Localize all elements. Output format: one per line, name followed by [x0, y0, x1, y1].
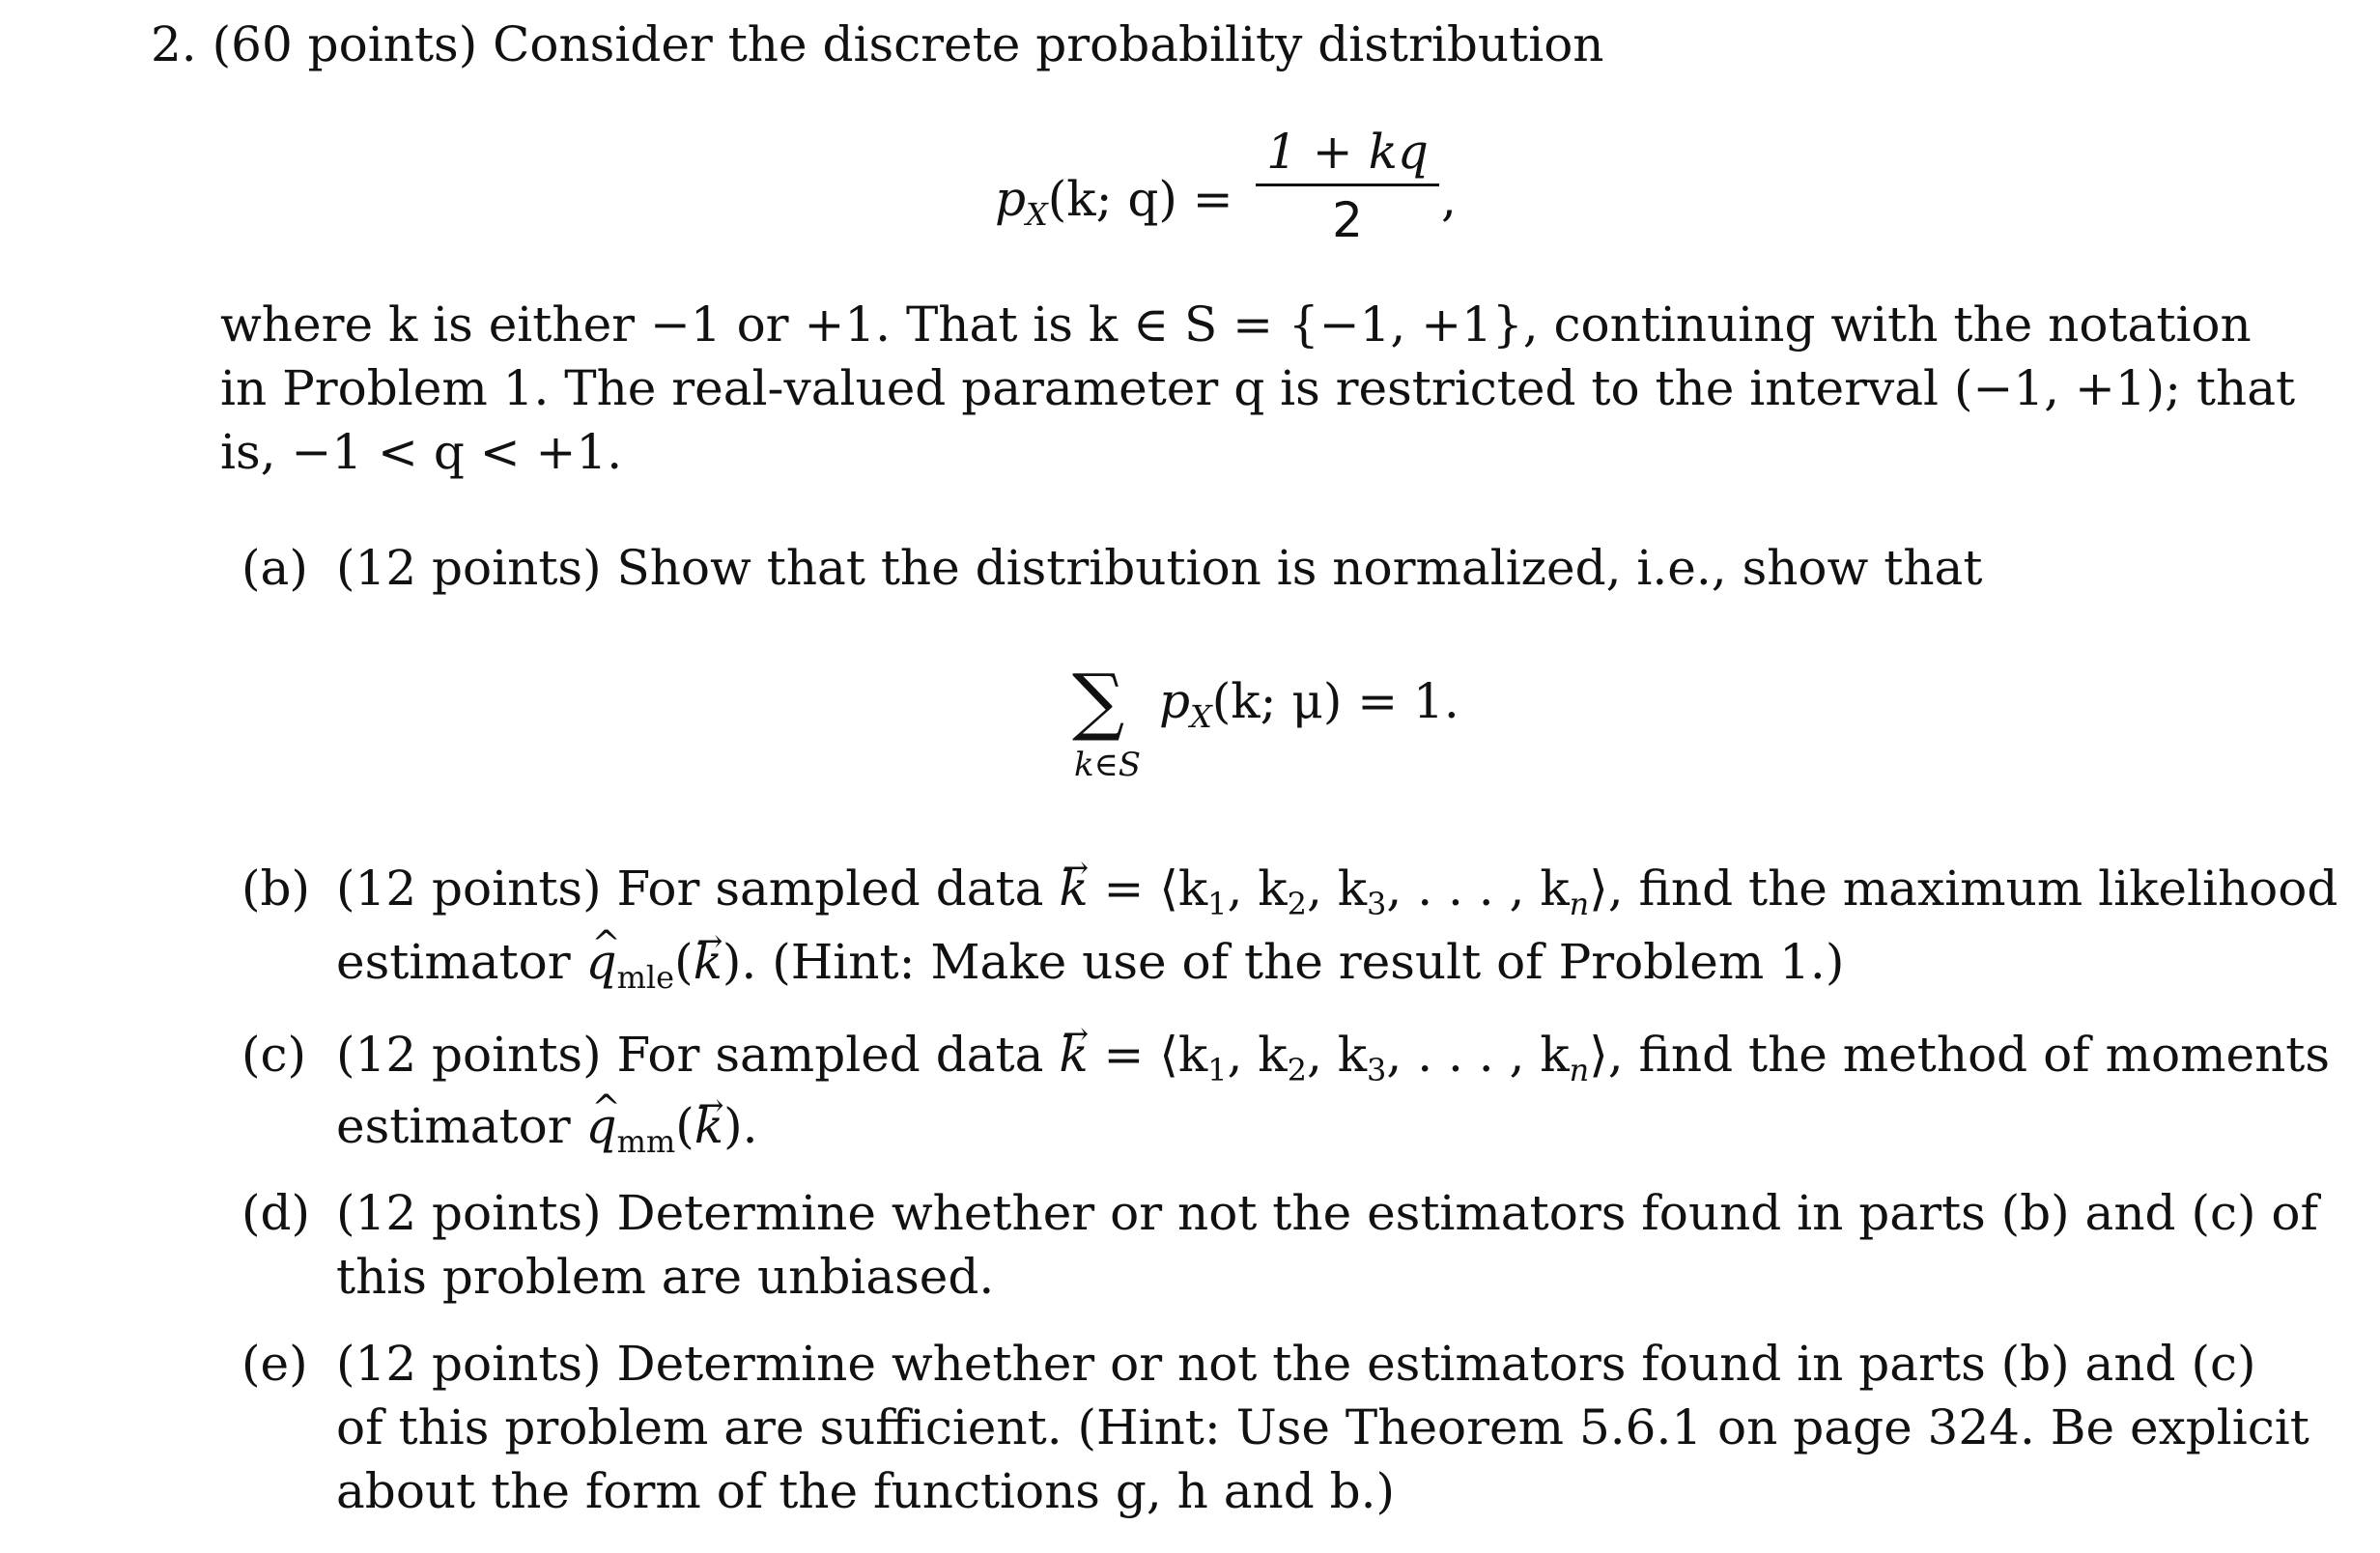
problem-heading: [151, 15, 1604, 73]
problem-number: 2.: [151, 16, 197, 72]
paragraph-line-2: in Problem 1. The real-valued parameter q is restricted to the interval (−1, +1); that: [220, 360, 2296, 416]
paragraph-line-3: is, −1 < q < +1.: [220, 424, 623, 480]
part-e-line-3: about the form of the functions g, h and b.): [336, 1463, 1396, 1519]
part-d-line-2: this problem are unbiased.: [336, 1249, 995, 1305]
part-d-label: (d): [241, 1185, 311, 1241]
sum-expression: $p_X(k$; μ) = 1.: [1159, 673, 1459, 735]
fraction-bar: [1256, 184, 1439, 186]
sum-index: k∈S: [1074, 746, 1142, 784]
part-e-line-2: of this problem are sufficient. (Hint: Use Theorem 5.6.1 on page 324. Be explicit: [336, 1399, 2309, 1455]
vector-k: → k: [1059, 1026, 1088, 1084]
fraction-denominator: 2: [1332, 192, 1363, 248]
distribution-fraction: [1256, 124, 1439, 248]
part-a-text: (12 points) Show that the distribution is normalized, i.e., show that: [336, 540, 1983, 596]
fraction-numerator: 1 + kq: [1266, 124, 1429, 180]
q-hat: ^ q: [586, 1097, 617, 1155]
part-a-label: (a): [241, 540, 308, 596]
part-b-line-2: estimator ^ $q_{mle}(\to k)$. (Hint: Make use of the result of Problem 1.): [336, 933, 1844, 1006]
paragraph-line-1: where k is either −1 or +1. That is k ∈ S = {−1, +1}, continuing with the notation: [220, 296, 2252, 353]
part-c-line-2: estimator ^ $q_{mm}(\to k)$.: [336, 1097, 757, 1171]
vector-k: → k: [1059, 860, 1088, 918]
part-e-label: (e): [241, 1336, 308, 1392]
part-e-line-1: (12 points) Determine whether or not the estimators found in parts (b) and (c): [336, 1336, 2256, 1392]
formula-comma: ,: [1441, 171, 1457, 227]
part-c-line-1: (12 points) For sampled data → $k = ⟨k_1$, $k_2$, $k_3$, . . . , $k_n⟩$, find the method of moments: [336, 1026, 2330, 1099]
q-hat: ^ q: [586, 933, 617, 991]
distribution-formula-lhs: $p_X(k$; q) =: [995, 171, 1233, 233]
sum-symbol: ∑: [1072, 658, 1125, 744]
part-b-line-1: (12 points) For sampled data → $k = ⟨k_1$, $k_2$, $k_3$, . . . , $k_n⟩$, find the maximum likelihood: [336, 860, 2338, 933]
part-c-label: (c): [241, 1027, 307, 1083]
problem-heading-text: (60 points) Consider the discrete probability distribution: [212, 16, 1604, 72]
part-d-line-1: (12 points) Determine whether or not the estimators found in parts (b) and (c) of: [336, 1185, 2318, 1241]
part-b-label: (b): [241, 861, 311, 917]
